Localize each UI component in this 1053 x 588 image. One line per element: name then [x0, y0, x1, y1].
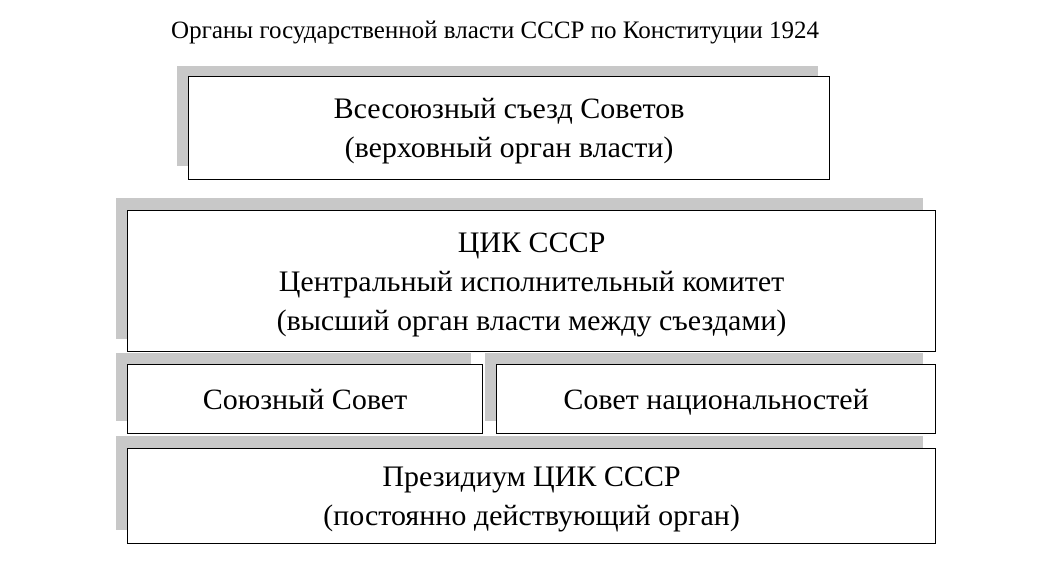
- union-council-box: [127, 364, 483, 434]
- congress-box: [188, 76, 830, 180]
- nationalities-council-box: [496, 364, 936, 434]
- union-council-name: Союзный Совет: [202, 382, 408, 416]
- diagram-title: Органы государственной власти СССР по Конституции 1924: [171, 17, 819, 44]
- presidium-box: [127, 448, 936, 544]
- cec-box: [127, 210, 936, 352]
- cec-abbreviation: ЦИК СССР: [457, 225, 606, 259]
- congress-role: (верховный орган власти): [344, 131, 674, 164]
- cec-full-name: Центральный исполнительный комитет: [278, 264, 785, 298]
- congress-name: Всесоюзный съезд Советов: [333, 92, 685, 125]
- presidium-name: Президиум ЦИК СССР: [382, 460, 681, 493]
- cec-role: (высший орган власти между съездами): [276, 303, 787, 337]
- nationalities-council-name: Совет национальностей: [563, 382, 869, 416]
- presidium-role: (постоянно действующий орган): [323, 499, 740, 532]
